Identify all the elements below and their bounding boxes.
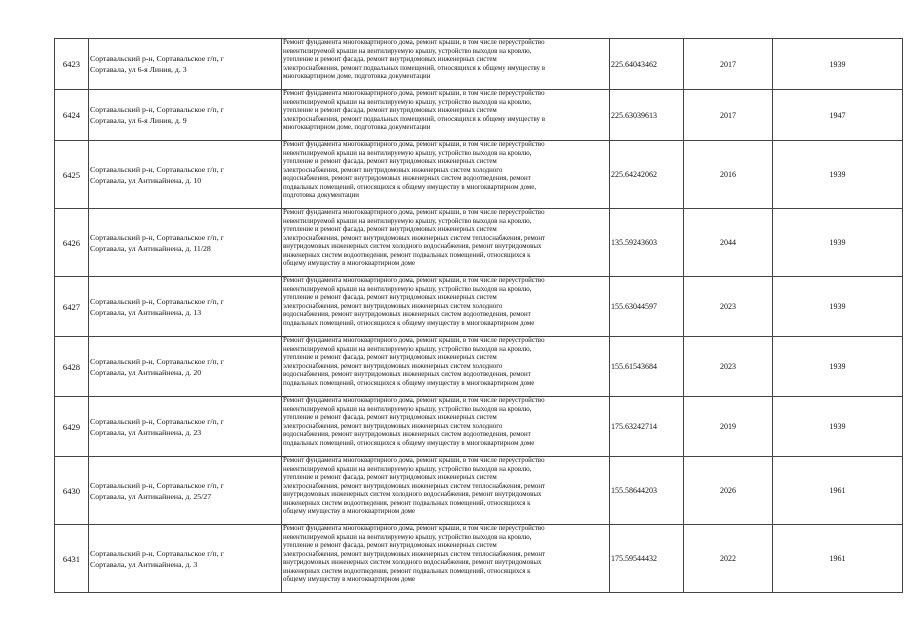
row-number: 6429 bbox=[55, 397, 89, 457]
address-text: Сортавальский р-н, Сортавальское г/п, г Сортавала, ул Антикайнена, д. 13 bbox=[90, 296, 224, 317]
address-cell bbox=[89, 39, 282, 90]
works-cell: Ремонт фундамента многоквартирного дома, ремонт крыши, в том числе переустройство невентилируемой крыши на вентилируемую крышу, устройство выходов на кровлю, утепление и ремонт фасада, ремонт внутридомовых инженерных систем электроснабжения, ремонт внутридомовых инженерных систем теплоснабжения, ремонт внутридомовых инженерных систем холодного водоснабжения, ремонт внутридомовых инженерных систем водоотведения, ремонт подвальных помещений, относящихся к общему имуществу в многоквартирном доме bbox=[282, 525, 610, 593]
built-year-cell: 1961 bbox=[773, 525, 903, 593]
table-row bbox=[55, 457, 903, 525]
address-text: Сортавальский р-н, Сортавальское г/п, г Сортавала, ул Антикайнена, д. 10 bbox=[90, 164, 224, 185]
table-row bbox=[55, 277, 903, 337]
value-cell: 225.63039613 bbox=[610, 90, 684, 141]
address-text: Сортавальский р-н, Сортавальское г/п, г Сортавала, ул Антикайнена, д. 23 bbox=[90, 416, 224, 437]
built-year-cell: 1939 bbox=[773, 277, 903, 337]
address-cell bbox=[89, 209, 282, 277]
address-text: Сортавальский р-н, Сортавальское г/п, г Сортавала, ул Антикайнена, д. 11/28 bbox=[90, 232, 224, 253]
row-number: 6425 bbox=[55, 141, 89, 209]
value-cell: 175.63242714 bbox=[610, 397, 684, 457]
planned-year-cell: 2023 bbox=[684, 337, 773, 397]
built-year-cell: 1939 bbox=[773, 397, 903, 457]
works-cell: Ремонт фундамента многоквартирного дома, ремонт крыши, в том числе переустройство невентилируемой крыши на вентилируемую крышу, устройство выходов на кровлю, утепление и ремонт фасада, ремонт внутридомовых инженерных систем электроснабжения, ремонт внутридомовых инженерных систем теплоснабжения, ремонт внутридомовых инженерных систем холодного водоснабжения, ремонт внутридомовых инженерных систем водоотведения, ремонт подвальных помещений, относящихся к общему имуществу в многоквартирном доме bbox=[282, 457, 610, 525]
address-text: Сортавальский р-н, Сортавальское г/п, г Сортавала, ул 6-я Линия, д. 9 bbox=[90, 105, 224, 125]
built-year-cell: 1939 bbox=[773, 39, 903, 90]
address-cell bbox=[89, 337, 282, 397]
value-cell: 155.58644203 bbox=[610, 457, 684, 525]
value-cell: 155.63044597 bbox=[610, 277, 684, 337]
row-number: 6424 bbox=[55, 90, 89, 141]
built-year-cell: 1939 bbox=[773, 209, 903, 277]
built-year-cell: 1939 bbox=[773, 141, 903, 209]
works-cell: Ремонт фундамента многоквартирного дома, ремонт крыши, в том числе переустройство невентилируемой крыши на вентилируемую крышу, устройство выходов на кровлю, утепление и ремонт фасада, ремонт внутридомовых инженерных систем электроснабжения, ремонт внутридомовых инженерных систем холодного водоснабжения, ремонт внутридомовых инженерных систем водоотведения, ремонт подвальных помещений, относящихся к общему имуществу в многоквартирном доме bbox=[282, 397, 610, 457]
works-cell: Ремонт фундамента многоквартирного дома, ремонт крыши, в том числе переустройство невентилируемой крыши на вентилируемую крышу, устройство выходов на кровлю, утепление и ремонт фасада, ремонт внутридомовых инженерных систем электроснабжения, ремонт внутридомовых инженерных систем теплоснабжения, ремонт внутридомовых инженерных систем холодного водоснабжения, ремонт внутридомовых инженерных систем водоотведения, ремонт подвальных помещений, относящихся к общему имуществу в многоквартирном доме bbox=[282, 209, 610, 277]
row-number: 6426 bbox=[55, 209, 89, 277]
value-cell: 225.64242062 bbox=[610, 141, 684, 209]
works-cell: Ремонт фундамента многоквартирного дома, ремонт крыши, в том числе переустройство невентилируемой крыши на вентилируемую крышу, устройство выходов на кровлю, утепление и ремонт фасада, ремонт внутридомовых инженерных систем электроснабжения, ремонт внутридомовых инженерных систем холодного водоснабжения, ремонт внутридомовых инженерных систем водоотведения, ремонт подвальных помещений, относящихся к общему имуществу в многоквартирном доме bbox=[282, 277, 610, 337]
table-row bbox=[55, 141, 903, 209]
table-row bbox=[55, 209, 903, 277]
table-row bbox=[55, 90, 903, 141]
address-cell bbox=[89, 457, 282, 525]
row-number: 6423 bbox=[55, 39, 89, 90]
planned-year-cell: 2019 bbox=[684, 397, 773, 457]
address-text: Сортавальский р-н, Сортавальское г/п, г Сортавала, ул Антикайнена, д. 25/27 bbox=[90, 480, 224, 501]
table-row bbox=[55, 337, 903, 397]
planned-year-cell: 2022 bbox=[684, 525, 773, 593]
value-cell: 175.59544432 bbox=[610, 525, 684, 593]
address-cell bbox=[89, 397, 282, 457]
planned-year-cell: 2016 bbox=[684, 141, 773, 209]
built-year-cell: 1947 bbox=[773, 90, 903, 141]
table-row bbox=[55, 39, 903, 90]
address-text: Сортавальский р-н, Сортавальское г/п, г Сортавала, ул Антикайнена, д. 3 bbox=[90, 548, 224, 569]
address-text: Сортавальский р-н, Сортавальское г/п, г Сортавала, ул 6-я Линия, д. 3 bbox=[90, 54, 224, 74]
repair-schedule-table bbox=[54, 38, 903, 593]
address-cell bbox=[89, 525, 282, 593]
address-text: Сортавальский р-н, Сортавальское г/п, г Сортавала, ул Антикайнена, д. 20 bbox=[90, 356, 224, 377]
row-number: 6430 bbox=[55, 457, 89, 525]
planned-year-cell: 2017 bbox=[684, 39, 773, 90]
row-number: 6431 bbox=[55, 525, 89, 593]
works-cell: Ремонт фундамента многоквартирного дома, ремонт крыши, в том числе переустройство невентилируемой крыши на вентилируемую крышу, устройство выходов на кровлю, утепление и ремонт фасада, ремонт внутридомовых инженерных систем электроснабжения, ремонт подвальных помещений, относящихся к общему имуществу в многоквартирном доме, подготовка документации bbox=[282, 39, 610, 90]
table-row bbox=[55, 525, 903, 593]
row-number: 6428 bbox=[55, 337, 89, 397]
built-year-cell: 1939 bbox=[773, 337, 903, 397]
value-cell: 225.64043462 bbox=[610, 39, 684, 90]
value-cell: 155.61543684 bbox=[610, 337, 684, 397]
planned-year-cell: 2023 bbox=[684, 277, 773, 337]
value-cell: 135.59243603 bbox=[610, 209, 684, 277]
address-cell bbox=[89, 277, 282, 337]
planned-year-cell: 2044 bbox=[684, 209, 773, 277]
planned-year-cell: 2026 bbox=[684, 457, 773, 525]
row-number: 6427 bbox=[55, 277, 89, 337]
works-cell: Ремонт фундамента многоквартирного дома, ремонт крыши, в том числе переустройство невентилируемой крыши на вентилируемую крышу, устройство выходов на кровлю, утепление и ремонт фасада, ремонт внутридомовых инженерных систем электроснабжения, ремонт подвальных помещений, относящихся к общему имуществу в многоквартирном доме, подготовка документации bbox=[282, 90, 610, 141]
built-year-cell: 1961 bbox=[773, 457, 903, 525]
works-cell: Ремонт фундамента многоквартирного дома, ремонт крыши, в том числе переустройство невентилируемой крыши на вентилируемую крышу, устройство выходов на кровлю, утепление и ремонт фасада, ремонт внутридомовых инженерных систем электроснабжения, ремонт внутридомовых инженерных систем холодного водоснабжения, ремонт внутридомовых инженерных систем водоотведения, ремонт подвальных помещений, относящихся к общему имуществу в многоквартирном доме bbox=[282, 337, 610, 397]
address-cell bbox=[89, 141, 282, 209]
address-cell bbox=[89, 90, 282, 141]
works-cell: Ремонт фундамента многоквартирного дома, ремонт крыши, в том числе переустройство невентилируемой крыши на вентилируемую крышу, устройство выходов на кровлю, утепление и ремонт фасада, ремонт внутридомовых инженерных систем электроснабжения, ремонт внутридомовых инженерных систем холодного водоснабжения, ремонт внутридомовых инженерных систем водоотведения, ремонт подвальных помещений, относящихся к общему имуществу в многоквартирном доме, подготовка документации bbox=[282, 141, 610, 209]
table-body bbox=[55, 39, 903, 593]
planned-year-cell: 2017 bbox=[684, 90, 773, 141]
table-row bbox=[55, 397, 903, 457]
